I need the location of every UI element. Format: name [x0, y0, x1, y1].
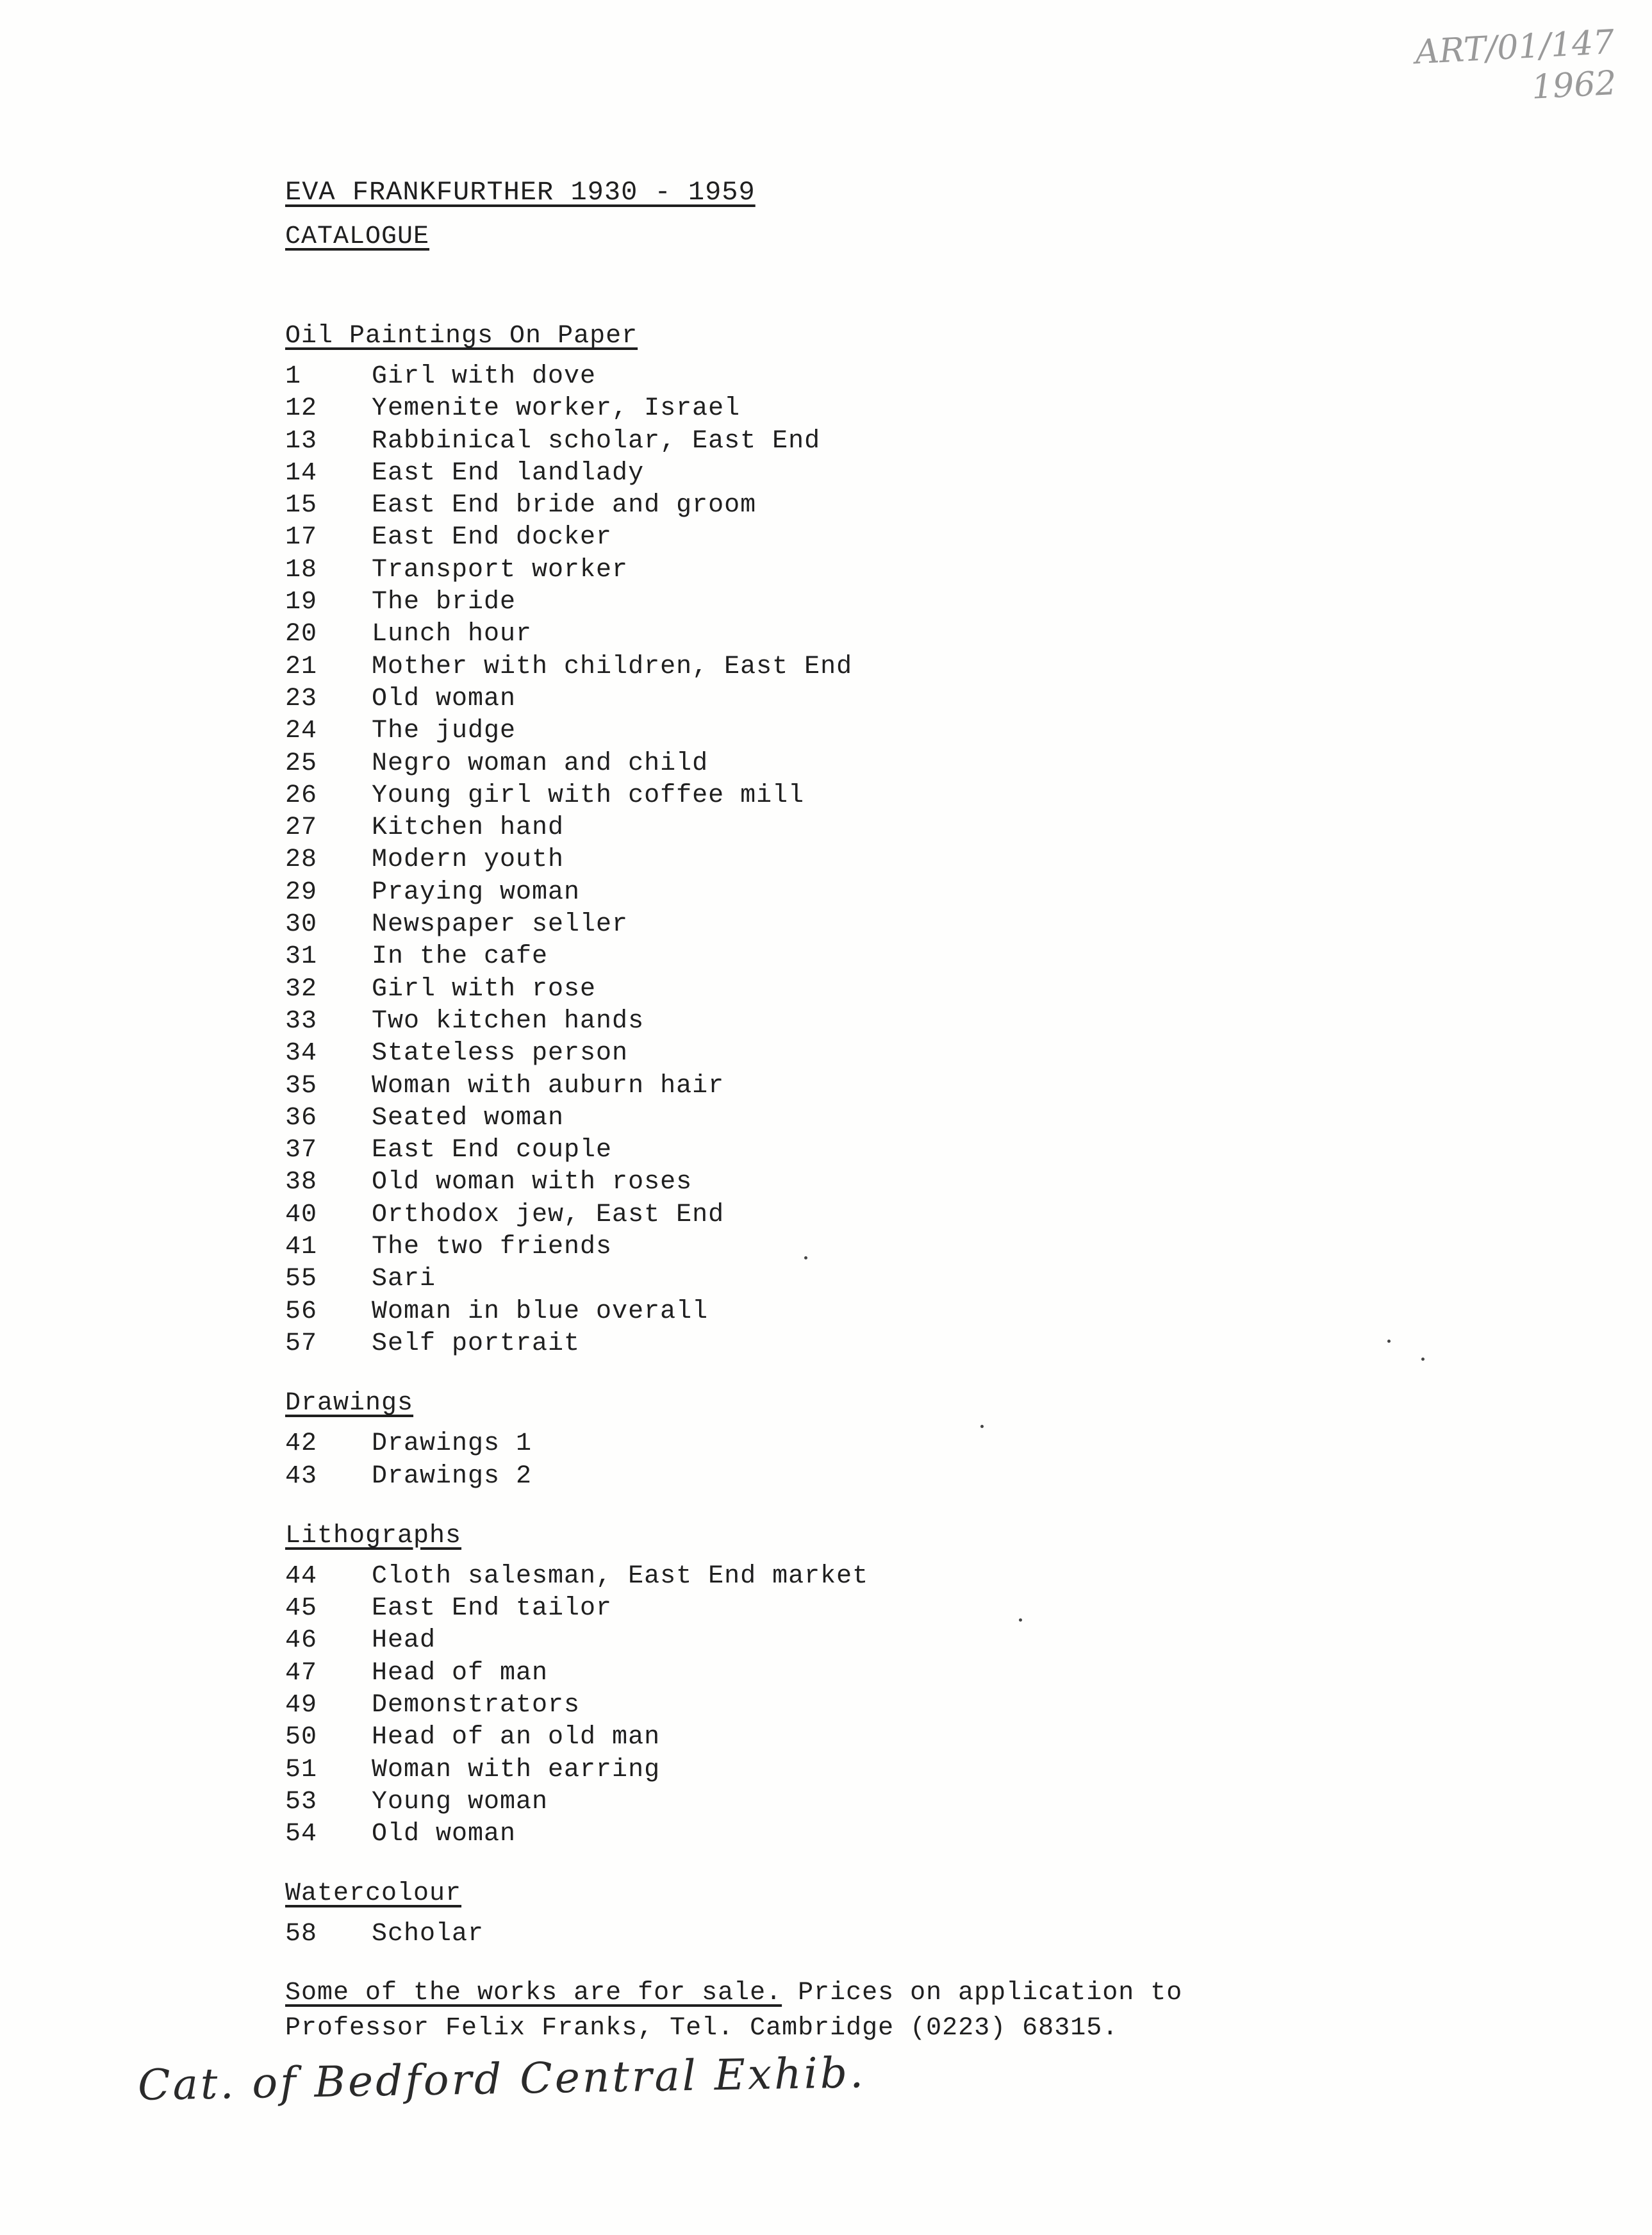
item-title: Scholar [372, 1920, 484, 1949]
catalogue-item [285, 1070, 1471, 1102]
item-title: Young girl with coffee mill [372, 781, 805, 810]
archive-year: 1962 [1530, 63, 1617, 107]
document-subtitle: CATALOGUE [285, 222, 430, 251]
catalogue-item [285, 844, 1471, 876]
catalogue-item [285, 877, 1471, 909]
catalogue-item [285, 522, 1471, 554]
item-number: 46 [285, 1626, 318, 1656]
catalogue-item [285, 1754, 1471, 1786]
item-title: Self portrait [372, 1329, 581, 1358]
item-title: The two friends [372, 1233, 613, 1262]
item-title: Head [372, 1626, 436, 1656]
item-number: 27 [285, 813, 318, 843]
section-heading: Drawings [285, 1389, 414, 1418]
item-number: 23 [285, 684, 318, 713]
catalogue-item [285, 1006, 1471, 1038]
item-number: 58 [285, 1920, 318, 1949]
item-number: 42 [285, 1429, 318, 1459]
catalogue-item [285, 1561, 1471, 1593]
item-number: 51 [285, 1755, 318, 1784]
item-number: 45 [285, 1594, 318, 1624]
item-number: 24 [285, 717, 318, 746]
catalogue-item [285, 426, 1471, 458]
item-title: Negro woman and child [372, 749, 709, 778]
item-title: Orthodox jew, East End [372, 1200, 725, 1229]
item-number: 1 [285, 362, 302, 391]
item-title: The bride [372, 588, 516, 617]
catalogue-item [285, 715, 1471, 747]
catalogue-item [285, 1690, 1471, 1722]
catalogue-item [285, 974, 1471, 1006]
item-number: 50 [285, 1723, 318, 1752]
item-title: Demonstrators [372, 1690, 581, 1720]
catalogue-item [285, 1786, 1471, 1818]
catalogue-item [285, 393, 1471, 425]
catalogue-item [285, 1328, 1471, 1360]
sale-note-line-1 [285, 1975, 1471, 2011]
item-title: Seated woman [372, 1103, 565, 1133]
item-number: 21 [285, 652, 318, 681]
item-number: 54 [285, 1820, 318, 1849]
item-title: Old woman with roses [372, 1168, 693, 1197]
catalogue-item [285, 1134, 1471, 1167]
catalogue-item [285, 1918, 1471, 1950]
catalogue-item [285, 748, 1471, 780]
catalogue-item [285, 1102, 1471, 1134]
catalogue-item [285, 651, 1471, 683]
item-title: Woman with earring [372, 1755, 661, 1784]
sale-note-rest: Prices on application to [782, 1978, 1183, 2007]
item-number: 38 [285, 1168, 318, 1197]
archive-code: ART/01/147 [1414, 22, 1615, 72]
sale-note-underlined: Some of the works are for sale. [285, 1978, 782, 2007]
sale-note [285, 1975, 1471, 2046]
item-number: 36 [285, 1103, 318, 1133]
item-number: 18 [285, 555, 318, 585]
item-number: 12 [285, 394, 318, 424]
ink-speck [1387, 1340, 1391, 1343]
item-number: 15 [285, 491, 318, 520]
catalogue-item [285, 554, 1471, 586]
item-number: 13 [285, 426, 318, 456]
catalogue-item [285, 458, 1471, 490]
item-number: 37 [285, 1136, 318, 1165]
catalogue-item [285, 780, 1471, 812]
item-number: 26 [285, 781, 318, 810]
item-number: 55 [285, 1265, 318, 1294]
item-number: 43 [285, 1461, 318, 1491]
catalogue-item [285, 361, 1471, 393]
catalogue-section [285, 1384, 1471, 1493]
item-number: 28 [285, 845, 318, 875]
item-title: Kitchen hand [372, 813, 565, 843]
item-title: East End couple [372, 1136, 613, 1165]
item-number: 29 [285, 877, 318, 907]
section-heading: Watercolour [285, 1879, 462, 1909]
catalogue-section [285, 317, 1471, 1360]
item-title: East End bride and groom [372, 491, 757, 520]
item-title: Sari [372, 1265, 436, 1294]
item-title: Modern youth [372, 845, 565, 875]
catalogue-item [285, 1199, 1471, 1231]
ink-speck [804, 1256, 807, 1259]
item-number: 35 [285, 1071, 318, 1101]
catalogue-item [285, 490, 1471, 522]
item-title: Girl with rose [372, 974, 597, 1004]
item-title: East End landlady [372, 458, 645, 488]
typed-catalogue [285, 170, 1471, 2046]
item-number: 57 [285, 1329, 318, 1358]
catalogue-item [285, 1658, 1471, 1690]
item-title: In the cafe [372, 942, 549, 972]
item-title: Praying woman [372, 877, 581, 907]
item-number: 17 [285, 523, 318, 553]
catalogue-item [285, 1461, 1471, 1493]
catalogue-item [285, 1296, 1471, 1328]
item-number: 31 [285, 942, 318, 972]
item-number: 20 [285, 620, 318, 649]
catalogue-item [285, 1722, 1471, 1754]
catalogue-item [285, 909, 1471, 941]
catalogue-section [285, 1875, 1471, 1950]
catalogue-item [285, 812, 1471, 844]
catalogue-item [285, 941, 1471, 973]
item-title: Cloth salesman, East End market [372, 1561, 869, 1591]
catalogue-item [285, 586, 1471, 619]
item-title: Girl with dove [372, 362, 597, 391]
catalogue-item [285, 1428, 1471, 1460]
catalogue-section [285, 1517, 1471, 1851]
catalogue-item [285, 1818, 1471, 1850]
item-number: 32 [285, 974, 318, 1004]
catalogue-item [285, 1231, 1471, 1263]
catalogue-sections [285, 317, 1471, 1951]
item-title: Young woman [372, 1787, 549, 1816]
item-number: 33 [285, 1006, 318, 1036]
catalogue-item [285, 683, 1471, 715]
item-title: Mother with children, East End [372, 652, 853, 681]
item-number: 25 [285, 749, 318, 778]
item-title: Woman with auburn hair [372, 1071, 725, 1101]
catalogue-item [285, 1625, 1471, 1657]
handwritten-annotation: Cat. of Bedford Central Exhib. [137, 2048, 866, 2110]
item-title: East End docker [372, 523, 613, 553]
item-title: Transport worker [372, 555, 629, 585]
item-title: Newspaper seller [372, 910, 629, 940]
item-number: 34 [285, 1039, 318, 1068]
section-heading: Oil Paintings On Paper [285, 322, 638, 351]
catalogue-item [285, 1167, 1471, 1199]
item-title: The judge [372, 717, 516, 746]
item-title: Head of man [372, 1658, 549, 1688]
item-title: East End tailor [372, 1594, 613, 1624]
item-title: Lunch hour [372, 620, 533, 649]
ink-speck [980, 1425, 984, 1428]
item-title: Head of an old man [372, 1723, 661, 1752]
item-number: 40 [285, 1200, 318, 1229]
item-number: 53 [285, 1787, 318, 1816]
item-number: 14 [285, 458, 318, 488]
item-number: 41 [285, 1233, 318, 1262]
ink-speck [1019, 1618, 1022, 1622]
item-number: 30 [285, 910, 318, 940]
item-title: Old woman [372, 684, 516, 713]
item-title: Drawings 1 [372, 1429, 533, 1459]
item-number: 49 [285, 1690, 318, 1720]
catalogue-item [285, 619, 1471, 651]
ink-speck [1421, 1358, 1425, 1361]
item-title: Drawings 2 [372, 1461, 533, 1491]
catalogue-item [285, 1593, 1471, 1625]
item-title: Rabbinical scholar, East End [372, 426, 821, 456]
catalogue-item [285, 1263, 1471, 1295]
catalogue-item [285, 1038, 1471, 1070]
item-title: Old woman [372, 1820, 516, 1849]
item-number: 44 [285, 1561, 318, 1591]
section-heading: Lithographs [285, 1521, 462, 1550]
sale-note-line-2: Professor Felix Franks, Tel. Cambridge (0223) 68315. [285, 2013, 1119, 2043]
item-title: Woman in blue overall [372, 1297, 709, 1326]
item-number: 19 [285, 588, 318, 617]
item-title: Two kitchen hands [372, 1006, 645, 1036]
document-title: EVA FRANKFURTHER 1930 - 1959 [285, 177, 756, 208]
item-title: Yemenite worker, Israel [372, 394, 741, 424]
archive-reference [1414, 22, 1617, 114]
item-number: 56 [285, 1297, 318, 1326]
item-title: Stateless person [372, 1039, 629, 1068]
item-number: 47 [285, 1658, 318, 1688]
